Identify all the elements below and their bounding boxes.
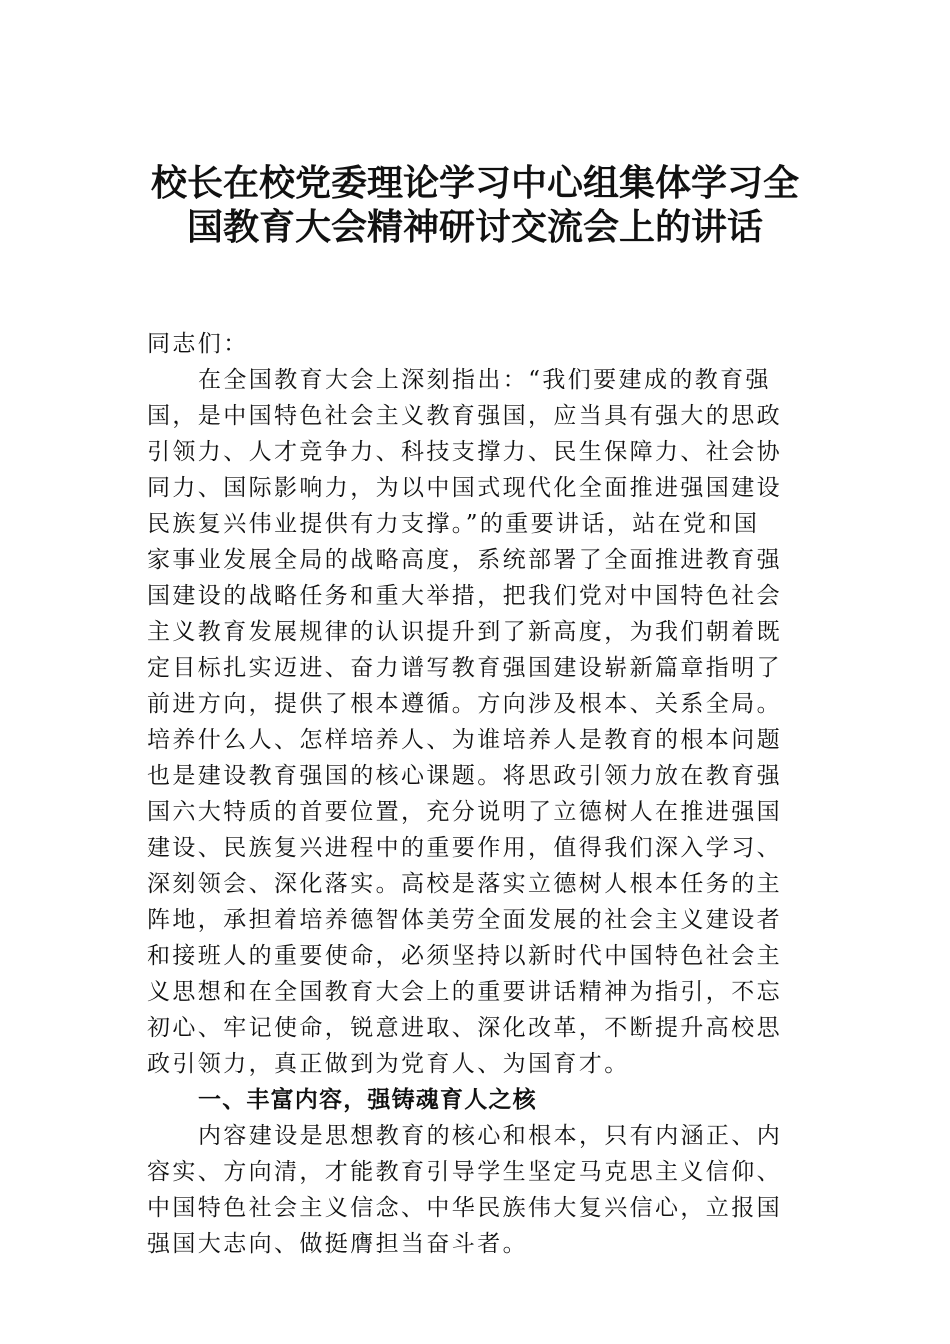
paragraph-line: 内容建设是思想教育的核心和根本，只有内涵正、内	[198, 1123, 783, 1149]
paragraph-line: 培养什么人、怎样培养人、为谁培养人是教育的根本问题	[147, 727, 782, 753]
paragraph-line: 容实、方向清，才能教育引导学生坚定马克思主义信仰、	[147, 1159, 782, 1185]
paragraph-line: 政引领力，真正做到为党育人、为国育才。	[147, 1051, 630, 1077]
salutation: 同志们：	[147, 331, 249, 357]
paragraph-line: 同力、国际影响力，为以中国式现代化全面推进强国建设	[147, 475, 782, 501]
paragraph-line: 国，是中国特色社会主义教育强国，应当具有强大的思政	[147, 403, 782, 429]
paragraph-1	[147, 362, 807, 1082]
paragraph-line: 前进方向，提供了根本遵循。方向涉及根本、关系全局。	[147, 691, 782, 717]
paragraph-line: 也是建设教育强国的核心课题。将思政引领力放在教育强	[147, 763, 782, 789]
paragraph-line: 深刻领会、深化落实。高校是落实立德树人根本任务的主	[147, 871, 782, 897]
paragraph-line: 家事业发展全局的战略高度，系统部署了全面推进教育强	[147, 547, 782, 573]
paragraph-line: 强国大志向、做挺膺担当奋斗者。	[147, 1231, 528, 1257]
paragraph-line: 义思想和在全国教育大会上的重要讲话精神为指引，不忘	[147, 979, 782, 1005]
paragraph-line: 引领力、人才竞争力、科技支撑力、民生保障力、社会协	[147, 439, 782, 465]
paragraph-line: 在全国教育大会上深刻指出：“我们要建成的教育强	[198, 367, 771, 393]
paragraph-line: 和接班人的重要使命，必须坚持以新时代中国特色社会主	[147, 943, 782, 969]
paragraph-line: 阵地，承担着培养德智体美劳全面发展的社会主义建设者	[147, 907, 782, 933]
document-body	[147, 326, 807, 1262]
paragraph-line: 国建设的战略任务和重大举措，把我们党对中国特色社会	[147, 583, 782, 609]
document-title-line-2: 国教育大会精神研讨交流会上的讲话	[186, 207, 763, 248]
paragraph-line: 国六大特质的首要位置，充分说明了立德树人在推进强国	[147, 799, 782, 825]
paragraph-line: 主义教育发展规律的认识提升到了新高度，为我们朝着既	[147, 619, 782, 645]
paragraph-line: 建设、民族复兴进程中的重要作用，值得我们深入学习、	[147, 835, 782, 861]
section-heading-1: 一、丰富内容，强铸魂育人之核	[198, 1087, 537, 1113]
document-title-line-1: 校长在校党委理论学习中心组集体学习全	[150, 163, 799, 204]
paragraph-line: 初心、牢记使命，锐意进取、深化改革，不断提升高校思	[147, 1015, 782, 1041]
paragraph-line: 中国特色社会主义信念、中华民族伟大复兴信心，立报国	[147, 1195, 782, 1221]
paragraph-line: 定目标扎实迈进、奋力谱写教育强国建设崭新篇章指明了	[147, 655, 782, 681]
paragraph-line: 民族复兴伟业提供有力支撑。”的重要讲话，站在党和国	[147, 511, 760, 537]
paragraph-2	[147, 1118, 807, 1262]
